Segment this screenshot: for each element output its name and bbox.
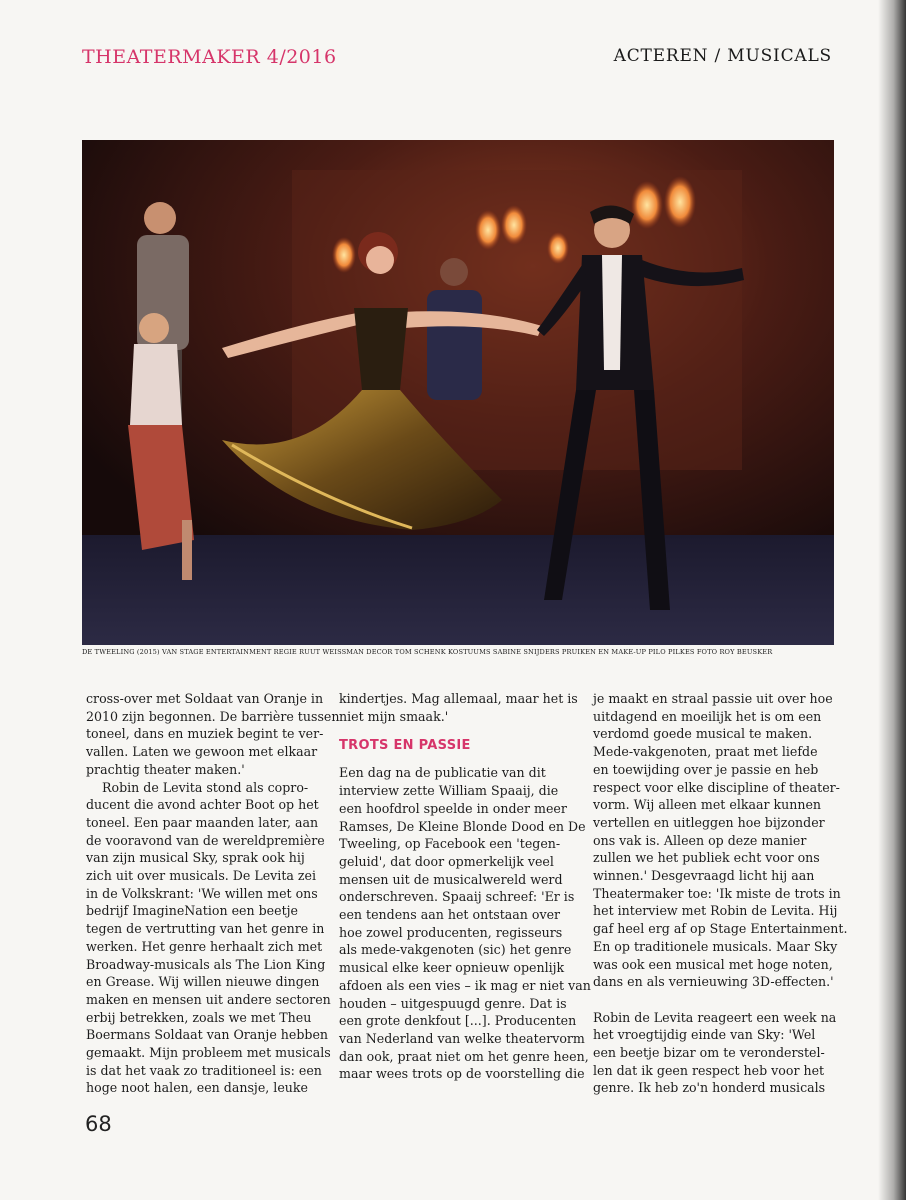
- text-line: uitdagend en moeilijk het is om een: [593, 708, 822, 724]
- text-line: bedrijf ImagineNation een beetje: [86, 903, 298, 919]
- page-binding-shadow: [878, 0, 906, 1200]
- article-column-2: [339, 690, 589, 1083]
- text-line: vorm. Wij alleen met elkaar kunnen: [593, 797, 822, 813]
- text-line: musical elke keer opnieuw openlijk: [339, 960, 565, 976]
- text-line: toneel, dans en muziek begint te ver-: [86, 726, 324, 742]
- text-line: van Nederland van welke theatervorm: [339, 1030, 585, 1046]
- text-line: en toewijding over je passie en heb: [593, 761, 819, 777]
- text-line: vertellen en uitleggen hoe bijzonder: [593, 814, 825, 830]
- text-line: Robin de Levita reageert een week na: [593, 1009, 837, 1025]
- text-line: Broadway-musicals als The Lion King: [86, 956, 326, 972]
- text-line: werken. Het genre herhaalt zich met: [86, 938, 323, 954]
- text-line: kindertjes. Mag allemaal, maar het is: [339, 691, 578, 706]
- text-line: 2010 zijn begonnen. De barrière tussen: [86, 708, 340, 724]
- text-line: len dat ik geen respect heb voor het: [593, 1062, 825, 1078]
- text-line: En op traditionele musicals. Maar Sky: [593, 938, 838, 954]
- magazine-header: THEATERMAKER 4/2016: [82, 46, 337, 68]
- text-line: Tweeling, op Facebook een 'tegen-: [339, 836, 561, 852]
- text-line: niet mijn smaak.': [339, 708, 449, 724]
- text-line: als mede-vakgenoten (sic) het genre: [339, 942, 572, 958]
- stage-floor: [82, 535, 834, 645]
- text-line: houden – uitgespuugd genre. Dat is: [339, 995, 567, 1011]
- text-line: maar wees trots op de voorstelling die: [339, 1066, 585, 1082]
- text-line: winnen.' Desgevraagd licht hij aan: [593, 868, 815, 884]
- text-line: Een dag na de publicatie van dit: [339, 765, 546, 781]
- text-line: prachtig theater maken.': [86, 761, 245, 777]
- text-line: genre. Ik heb zo'n honderd musicals: [593, 1080, 826, 1096]
- section-heading: TROTS EN PASSIE: [339, 738, 471, 754]
- text-line: tegen de vertrutting van het genre in: [86, 921, 325, 937]
- text-line: geluid', dat door opmerkelijk veel: [339, 853, 554, 869]
- text-line: hoge noot halen, een dansje, leuke: [86, 1080, 308, 1096]
- text-line: je maakt en straal passie uit over hoe: [593, 691, 833, 706]
- photo-caption: DE TWEELING (2015) VAN STAGE ENTERTAINMENT REGIE RUUT WEISSMAN DECOR TOM SCHENK KOSTUUMS SABINE SNIJDERS PRUIKEN EN MAKE-UP PILO PILKES FOTO ROY BEUSKER: [82, 648, 773, 656]
- text-line: van zijn musical Sky, sprak ook hij: [86, 850, 305, 866]
- text-line: een grote denkfout [...]. Producenten: [339, 1013, 577, 1029]
- text-line: vallen. Laten we gewoon met elkaar: [86, 744, 318, 760]
- text-line: was ook een musical met hoge noten,: [593, 956, 833, 972]
- text-line: een tendens aan het ontstaan over: [339, 907, 561, 923]
- text-line: dans en als vernieuwing 3D-effecten.': [593, 974, 834, 990]
- text-line: het vroegtijdig einde van Sky: 'Wel: [593, 1027, 816, 1043]
- text-line: in de Volkskrant: 'We willen met ons: [86, 885, 318, 901]
- text-line: maken en mensen uit andere sectoren: [86, 991, 331, 1007]
- text-line: Ramses, De Kleine Blonde Dood en De: [339, 818, 586, 834]
- text-line: gemaakt. Mijn probleem met musicals: [86, 1045, 331, 1061]
- text-line: verdomd goede musical te maken.: [593, 726, 813, 742]
- page-number: 68: [85, 1112, 112, 1136]
- text-line: mensen uit de musicalwereld werd: [339, 871, 563, 887]
- text-line: hoe zowel producenten, regisseurs: [339, 924, 563, 940]
- stage-photo: [82, 140, 834, 645]
- text-line: Mede-vakgenoten, praat met liefde: [593, 744, 818, 760]
- text-line: interview zette William Spaaij, die: [339, 783, 559, 799]
- text-line: is dat het vaak zo traditioneel is: een: [86, 1062, 322, 1078]
- text-line: Boermans Soldaat van Oranje hebben: [86, 1027, 329, 1043]
- text-line: gaf heel erg af op Stage Entertainment.: [593, 921, 848, 937]
- text-line: zich uit over musicals. De Levita zei: [86, 868, 317, 884]
- text-line: een beetje bizar om te veronderstel-: [593, 1045, 825, 1061]
- text-line: Robin de Levita stond als copro-: [86, 779, 309, 795]
- text-line: en Grease. Wij willen nieuwe dingen: [86, 974, 320, 990]
- text-line: een hoofdrol speelde in onder meer: [339, 800, 567, 816]
- text-line: ons vak is. Alleen op deze manier: [593, 832, 807, 848]
- section-header: ACTEREN / MUSICALS: [613, 46, 832, 66]
- paragraph-gap: [593, 991, 853, 1009]
- text-line: cross-over met Soldaat van Oranje in: [86, 691, 324, 706]
- text-line: de vooravond van de wereldpremière: [86, 832, 325, 848]
- text-line: erbij betrekken, zoals we met Theu: [86, 1009, 312, 1025]
- text-line: zullen we het publiek echt voor ons: [593, 850, 820, 866]
- text-line: Theatermaker toe: 'Ik miste de trots in: [593, 885, 841, 901]
- text-line: ducent die avond achter Boot op het: [86, 797, 319, 813]
- article-column-1: [86, 690, 340, 1097]
- text-line: toneel. Een paar maanden later, aan: [86, 814, 319, 830]
- text-line: onderschreven. Spaaij schreef: 'Er is: [339, 889, 575, 905]
- text-line: afdoen als een vies – ik mag er niet van: [339, 977, 591, 993]
- text-line: dan ook, praat niet om het genre heen,: [339, 1048, 589, 1064]
- text-line: het interview met Robin de Levita. Hij: [593, 903, 838, 919]
- article-column-3: [593, 690, 853, 1097]
- text-line: respect voor elke discipline of theater-: [593, 779, 840, 795]
